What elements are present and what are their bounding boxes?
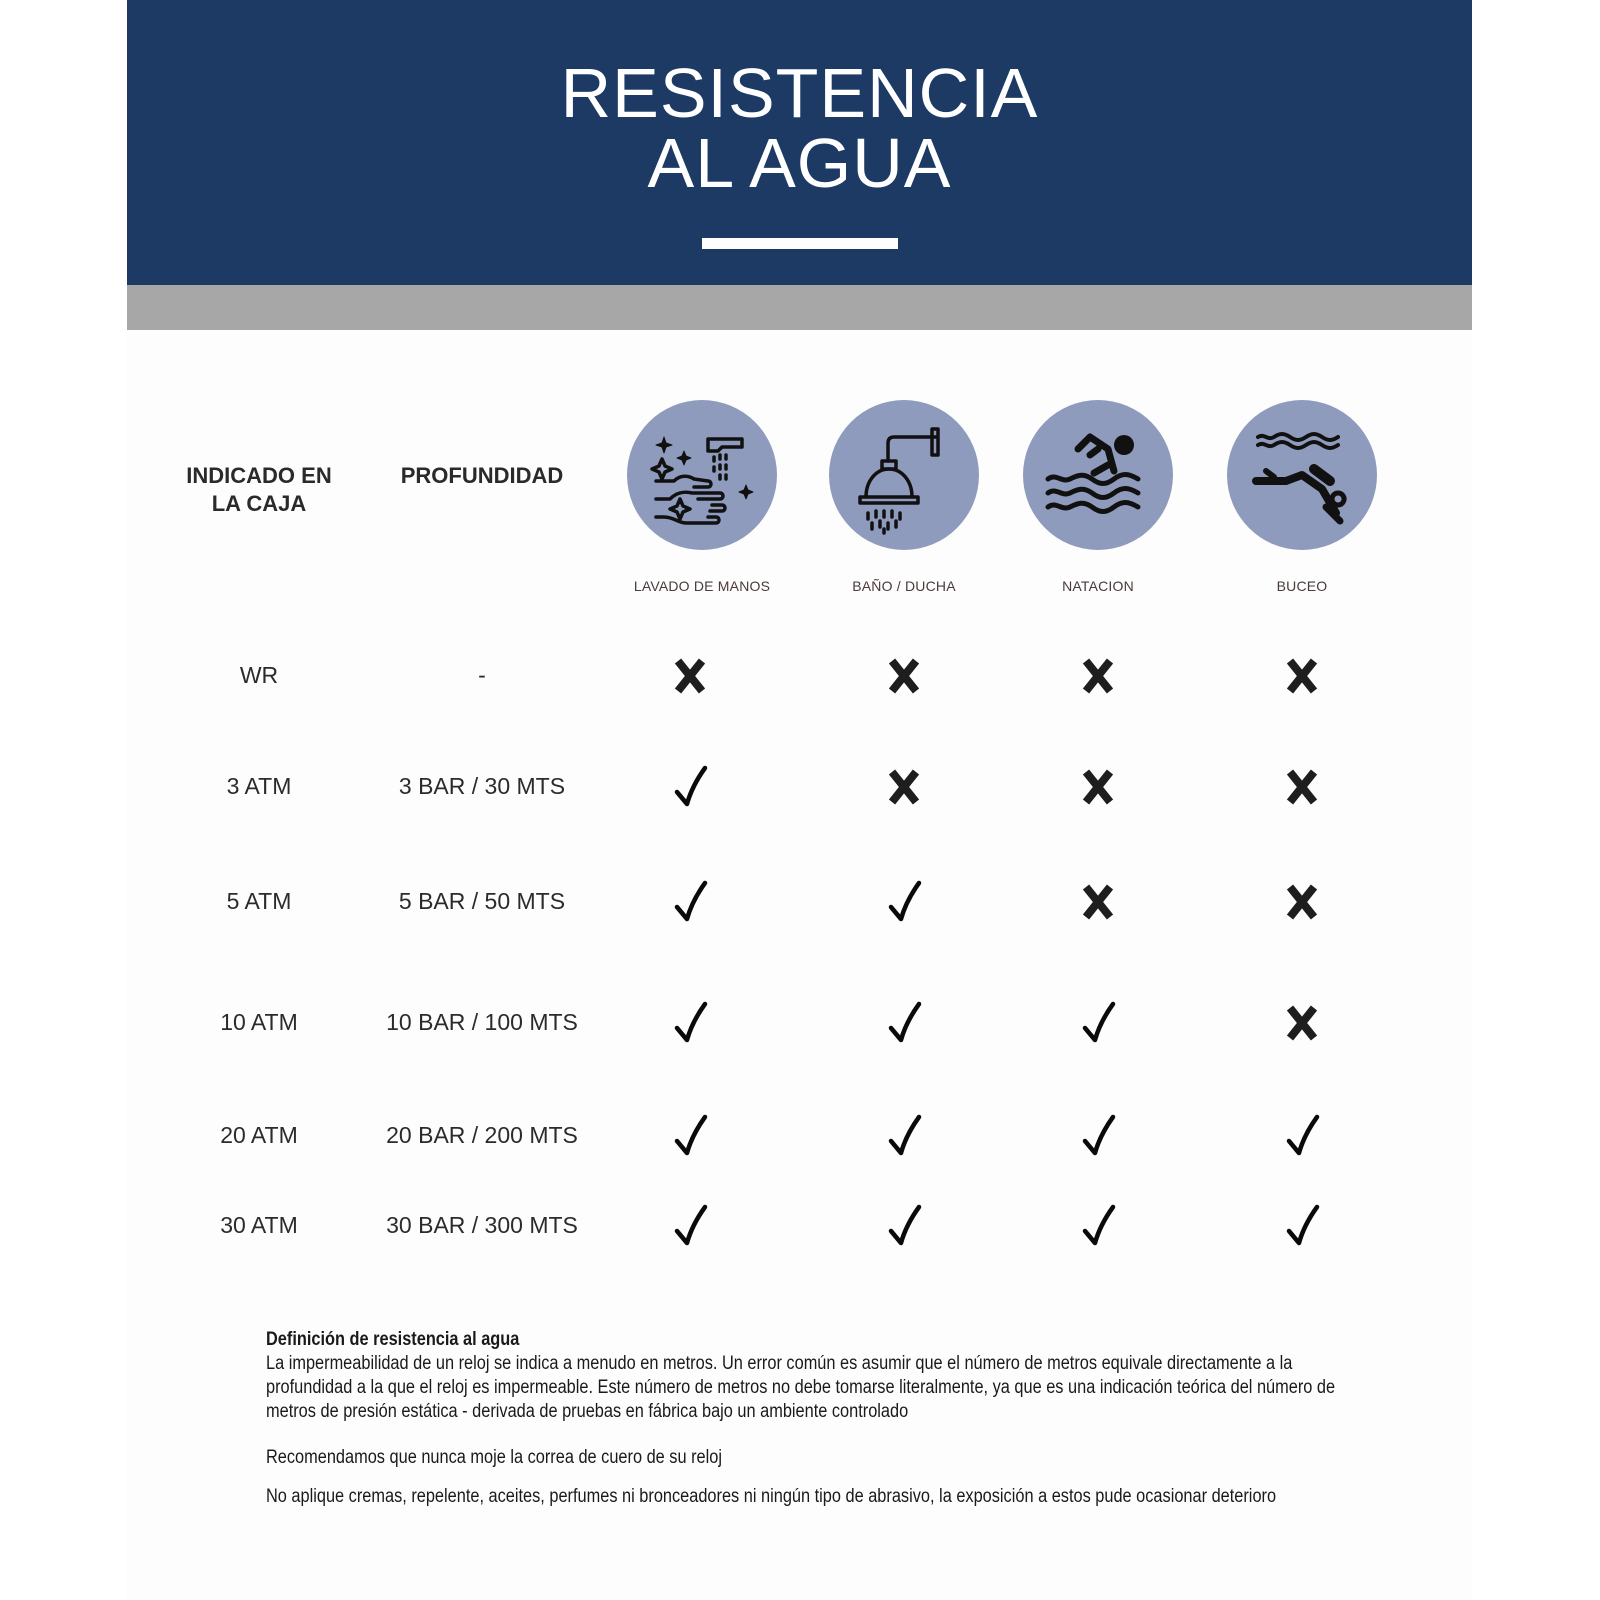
x-icon [1272, 645, 1332, 705]
x-icon [1068, 871, 1128, 931]
water-resistance-sheet [127, 0, 1472, 1600]
check-icon [1068, 1195, 1128, 1255]
title-line-2: AL AGUA [647, 124, 952, 202]
check-icon [874, 1105, 934, 1165]
activity-icon-circle [829, 400, 979, 550]
check-icon [874, 992, 934, 1052]
activity-lavado-de-manos [592, 400, 812, 594]
activity-label: LAVADO DE MANOS [633, 578, 771, 594]
shower-icon [844, 415, 964, 535]
x-icon [660, 645, 720, 705]
check-icon [874, 871, 934, 931]
notes-definition-paragraph: La impermeabilidad de un reloj se indica a menudo en metros. Un error común es asumir que el número de metros equivale directamente a la profundidad a la que el reloj es impermeable. Este número de metros no debe tomarse literalmente, ya que es una indicación teórica del número de metros de presión estática - derivada de pruebas en fábrica bajo un ambiente controlado [266, 1353, 1336, 1422]
cell-indicado: 5 ATM [226, 888, 292, 914]
cell-indicado: 3 ATM [226, 773, 292, 799]
x-icon [874, 756, 934, 816]
activity-label: BAÑO / DUCHA [852, 578, 956, 594]
diving-icon [1242, 415, 1362, 535]
title-underline [702, 238, 898, 249]
x-icon [1272, 756, 1332, 816]
x-icon [1272, 645, 1332, 705]
check-icon [1272, 1105, 1332, 1165]
cell-indicado: WR [239, 662, 279, 688]
table-row-20-atm [127, 1105, 1472, 1165]
check-icon [1272, 1195, 1332, 1255]
swimming-icon [1038, 415, 1158, 535]
title-line-1: RESISTENCIA [560, 54, 1039, 132]
x-icon [1068, 756, 1128, 816]
activity-buceo [1192, 400, 1412, 594]
check-icon [660, 992, 720, 1052]
x-icon [1272, 992, 1332, 1052]
check-icon [1272, 1195, 1332, 1255]
table-row-5-atm [127, 871, 1472, 931]
check-icon [660, 756, 720, 816]
check-icon [660, 871, 720, 931]
check-icon [1068, 1105, 1128, 1165]
notes-recommendation: Recomendamos que nunca moje la correa de cuero de su reloj [266, 1447, 722, 1468]
x-icon [1272, 756, 1332, 816]
cell-profundidad: 3 BAR / 30 MTS [398, 773, 566, 799]
check-icon [1068, 1195, 1128, 1255]
x-icon [1068, 871, 1128, 931]
cell-profundidad: 5 BAR / 50 MTS [398, 888, 566, 914]
check-icon [874, 871, 934, 931]
check-icon [874, 1105, 934, 1165]
activity-natacion [988, 400, 1208, 594]
cell-profundidad: 30 BAR / 300 MTS [386, 1212, 578, 1238]
activity-label: NATACION [1062, 578, 1134, 594]
x-icon [1068, 645, 1128, 705]
activity-icon-circle [1227, 400, 1377, 550]
cell-profundidad: - [478, 662, 486, 688]
x-icon [1068, 645, 1128, 705]
check-icon [874, 1195, 934, 1255]
page-title [127, 54, 1472, 202]
table-row-3-atm [127, 756, 1472, 816]
cell-profundidad: 10 BAR / 100 MTS [386, 1009, 578, 1035]
header-indicado-en-la-caja: INDICADO EN LA CAJA [186, 463, 332, 516]
x-icon [874, 645, 934, 705]
x-icon [660, 645, 720, 705]
x-icon [1068, 756, 1128, 816]
check-icon [874, 1195, 934, 1255]
cell-indicado: 20 ATM [220, 1122, 298, 1148]
title-banner [127, 0, 1472, 285]
activity-bano-ducha [794, 400, 1014, 594]
cell-profundidad: 20 BAR / 200 MTS [386, 1122, 578, 1148]
gray-divider-band [127, 285, 1472, 330]
water-resistance-notes [266, 1328, 1350, 1509]
check-icon [660, 1105, 720, 1165]
notes-title: Definición de resistencia al agua [266, 1329, 520, 1350]
header-profundidad: PROFUNDIDAD [400, 463, 564, 488]
activity-icon-circle [1023, 400, 1173, 550]
check-icon [660, 992, 720, 1052]
notes-warning: No aplique cremas, repelente, aceites, perfumes ni bronceadores ni ningún tipo de abrasivo, la exposición a estos pude ocasionar deterioro [266, 1486, 1277, 1507]
check-icon [660, 756, 720, 816]
check-icon [1272, 1105, 1332, 1165]
check-icon [660, 1105, 720, 1165]
check-icon [660, 1195, 720, 1255]
check-icon [660, 1195, 720, 1255]
x-icon [1272, 992, 1332, 1052]
check-icon [1068, 1105, 1128, 1165]
table-row-30-atm [127, 1195, 1472, 1255]
check-icon [1068, 992, 1128, 1052]
check-icon [660, 871, 720, 931]
activity-icon-circle [627, 400, 777, 550]
x-icon [874, 645, 934, 705]
x-icon [1272, 871, 1332, 931]
hand-washing-icon [642, 415, 762, 535]
x-icon [874, 756, 934, 816]
x-icon [1272, 871, 1332, 931]
check-icon [1068, 992, 1128, 1052]
check-icon [874, 992, 934, 1052]
activity-label: BUCEO [1276, 578, 1328, 594]
cell-indicado: 30 ATM [220, 1212, 298, 1238]
table-row-10-atm [127, 992, 1472, 1052]
table-row-wr [127, 645, 1472, 705]
cell-indicado: 10 ATM [220, 1009, 298, 1035]
